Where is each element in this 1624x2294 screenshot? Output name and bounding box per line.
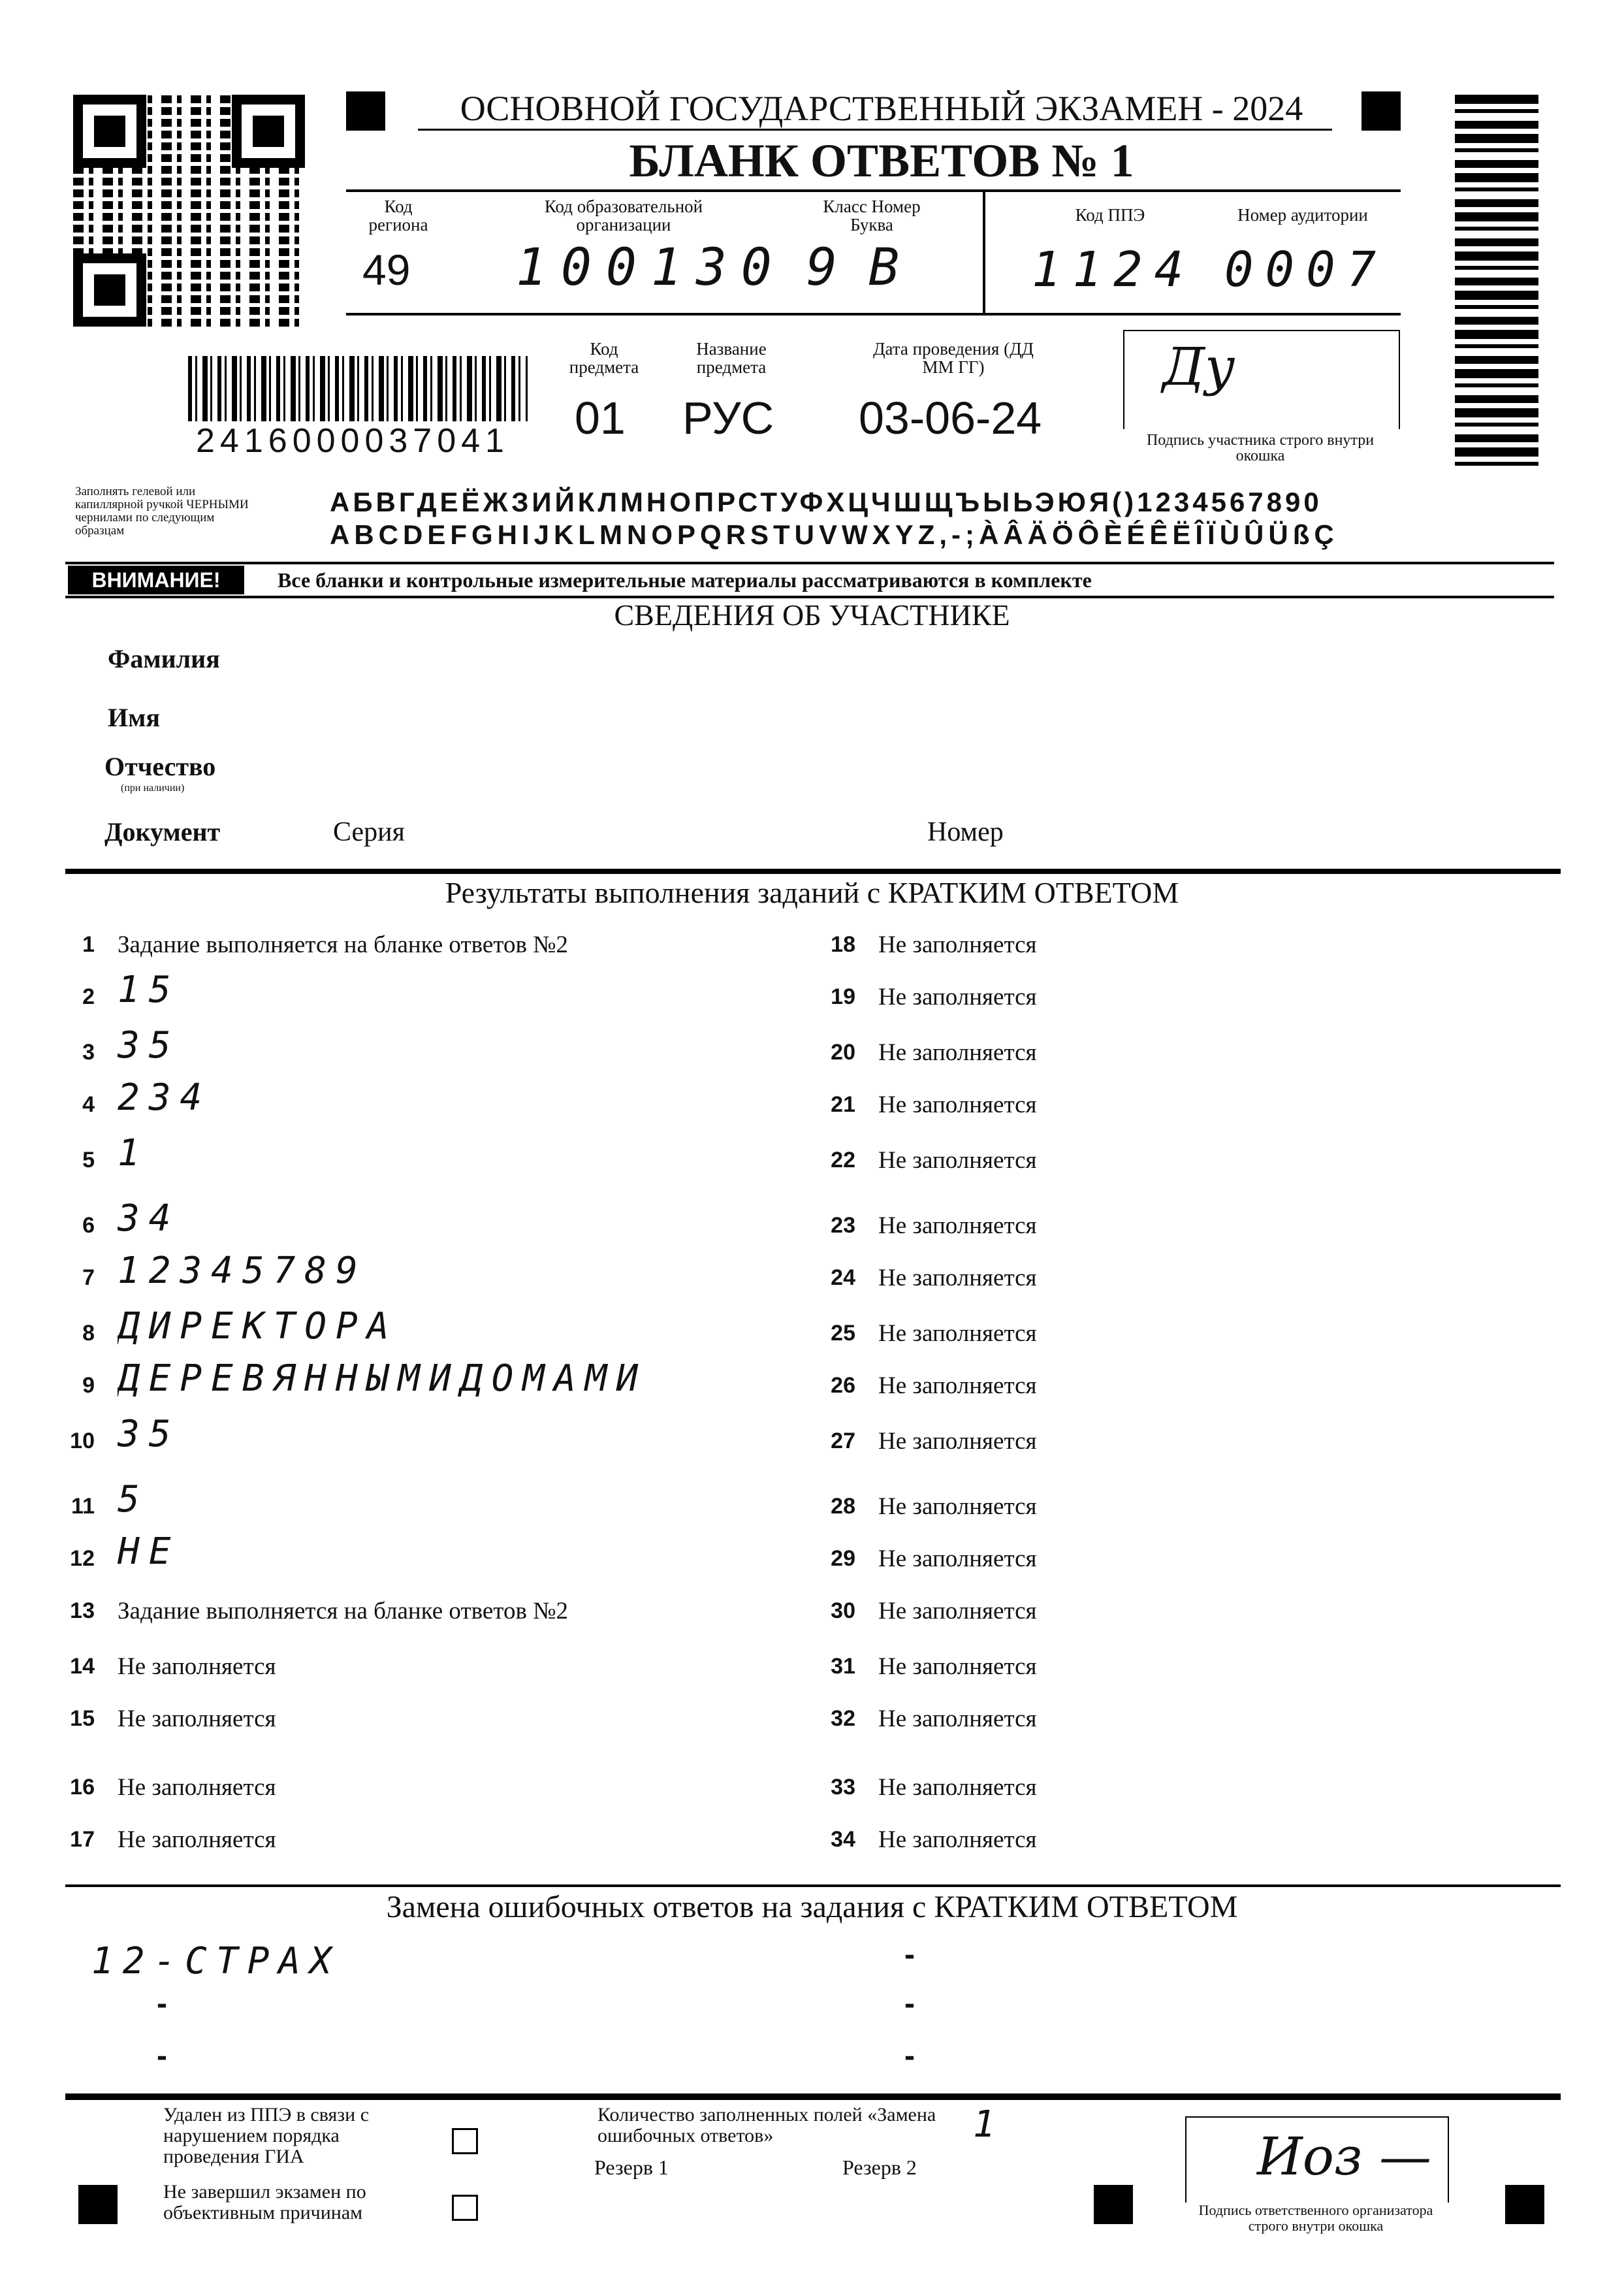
- task-number: 18: [831, 932, 855, 957]
- task-number: 19: [831, 984, 855, 1009]
- task-note: Не заполняется: [878, 1265, 1037, 1291]
- task-number: 27: [831, 1429, 855, 1453]
- name-label: Имя: [108, 703, 160, 732]
- replacement-entry: 12-СТРАХ: [91, 1940, 341, 1982]
- task-number: 10: [70, 1429, 95, 1453]
- task-answer: 1: [118, 1132, 149, 1174]
- task-number: 11: [71, 1494, 95, 1519]
- task-number: 16: [70, 1775, 95, 1800]
- task-note: Не заполняется: [878, 1705, 1037, 1732]
- attention-text: Все бланки и контрольные измерительные материалы рассматриваются в комплекте: [278, 568, 1092, 592]
- task-number: 28: [831, 1494, 855, 1519]
- task-number: 9: [82, 1373, 95, 1398]
- subject-name-value: РУС: [682, 393, 774, 444]
- document-label: Документ: [104, 817, 221, 847]
- task-answer: 34: [118, 1197, 180, 1240]
- task-note: Не заполняется: [878, 1774, 1037, 1801]
- subject-name-label: Название предмета: [696, 339, 767, 377]
- task-number: 21: [831, 1092, 855, 1117]
- task-note: Не заполняется: [878, 1039, 1037, 1066]
- timing-mark-bottom-left: [78, 2185, 118, 2224]
- form-subtitle: БЛАНК ОТВЕТОВ № 1: [629, 135, 1134, 187]
- task-number: 24: [831, 1265, 855, 1290]
- task-answer: ДИРЕКТОРА: [118, 1305, 398, 1348]
- task-number: 32: [831, 1706, 855, 1731]
- replacement-entry: -: [157, 1986, 167, 2021]
- task-answer: 234: [118, 1076, 212, 1119]
- org-label: Код образовательной организации: [544, 197, 703, 234]
- results-section-title: Результаты выполнения заданий с КРАТКИМ ОТВЕТОМ: [445, 876, 1179, 909]
- task-note: Не заполняется: [878, 984, 1037, 1010]
- task-number: 8: [82, 1321, 95, 1346]
- task-note: Не заполняется: [878, 1372, 1037, 1399]
- task-number: 7: [82, 1265, 95, 1290]
- task-answer: 15: [118, 969, 180, 1011]
- number-label: Номер: [927, 817, 1004, 847]
- task-note: Не заполняется: [878, 1147, 1037, 1174]
- subject-code-value: 01: [575, 393, 626, 444]
- task-note: Задание выполняется на бланке ответов №2: [118, 931, 568, 958]
- task-number: 17: [70, 1827, 95, 1852]
- class-label: Класс Номер Буква: [823, 197, 921, 234]
- task-note: Не заполняется: [878, 1545, 1037, 1572]
- date-value: 03-06-24: [859, 393, 1042, 444]
- task-note: Не заполняется: [118, 1774, 276, 1801]
- sample-cyrillic: АБВГДЕЁЖЗИЙКЛМНОПРСТУФХЦЧШЩЪЫЬЭЮЯ()1234567890: [330, 487, 1322, 517]
- patronymic-label: Отчество: [104, 752, 216, 781]
- not-finished-label: Не завершил экзамен по объективным причинам: [163, 2181, 366, 2223]
- task-number: 4: [82, 1092, 95, 1117]
- ppe-value: 1124: [1032, 242, 1196, 298]
- room-label: Номер аудитории: [1237, 205, 1368, 225]
- task-number: 3: [82, 1040, 95, 1065]
- task-answer: 35: [118, 1024, 180, 1067]
- task-note: Не заполняется: [878, 1493, 1037, 1520]
- form-barcode: [188, 356, 528, 431]
- replacement-entry: -: [904, 1937, 915, 1972]
- task-number: 30: [831, 1598, 855, 1623]
- task-note: Не заполняется: [118, 1653, 276, 1680]
- side-barcode: [1455, 95, 1538, 470]
- task-note: Не заполняется: [878, 1826, 1037, 1853]
- removed-checkbox[interactable]: [452, 2128, 478, 2154]
- task-number: 31: [831, 1654, 855, 1679]
- timing-mark-top-left: [346, 91, 385, 131]
- date-label: Дата проведения (ДД ММ ГГ): [873, 339, 1034, 377]
- not-finished-checkbox[interactable]: [452, 2195, 478, 2221]
- timing-mark-bottom-mid: [1094, 2185, 1133, 2224]
- task-note: Не заполняется: [878, 1653, 1037, 1680]
- task-answer: ДЕРЕВЯННЫМИДОМАМИ: [118, 1357, 648, 1400]
- class-letter: В: [868, 238, 899, 297]
- barcode-number: 2416000037041: [163, 421, 542, 460]
- task-note: Задание выполняется на бланке ответов №2: [118, 1598, 568, 1624]
- region-value: 49: [362, 246, 411, 294]
- replacement-section-title: Замена ошибочных ответов на задания с КРАТКИМ ОТВЕТОМ: [386, 1890, 1238, 1924]
- task-note: Не заполняется: [878, 1091, 1037, 1118]
- task-note: Не заполняется: [878, 931, 1037, 958]
- task-number: 25: [831, 1321, 855, 1346]
- task-number: 34: [831, 1827, 855, 1852]
- exam-title: ОСНОВНОЙ ГОСУДАРСТВЕННЫЙ ЭКЗАМЕН - 2024: [460, 89, 1303, 128]
- task-number: 12: [70, 1546, 95, 1571]
- task-number: 22: [831, 1148, 855, 1172]
- task-note: Не заполняется: [878, 1320, 1037, 1347]
- task-number: 20: [831, 1040, 855, 1065]
- patronymic-note: (при наличии): [121, 783, 185, 794]
- task-answer: 35: [118, 1413, 180, 1455]
- task-number: 23: [831, 1213, 855, 1238]
- organizer-signature-label: Подпись ответственного организатора строго внутри окошка: [1198, 2202, 1433, 2234]
- qr-code: [73, 95, 305, 327]
- class-number: 9: [806, 238, 837, 297]
- region-label: Код региона: [368, 197, 428, 234]
- reserve-2-label: Резерв 2: [842, 2156, 917, 2179]
- participant-signature: Ду: [1162, 336, 1235, 397]
- task-number: 1: [82, 932, 95, 957]
- task-number: 5: [82, 1148, 95, 1172]
- replacement-count-value: 1: [973, 2103, 995, 2146]
- task-number: 26: [831, 1373, 855, 1398]
- sample-latin: ABCDEFGHIJKLMNOPQRSTUVWXYZ,-;ÀÂÄÖÔÈÉÊËÎÏÙÛÜßÇ: [330, 519, 1339, 550]
- task-note: Не заполняется: [118, 1826, 276, 1853]
- task-number: 33: [831, 1775, 855, 1800]
- participant-section-title: СВЕДЕНИЯ ОБ УЧАСТНИКЕ: [614, 598, 1010, 632]
- replacement-entry: -: [904, 2039, 915, 2073]
- task-answer: НЕ: [118, 1530, 180, 1573]
- task-answer: 5: [118, 1478, 149, 1521]
- task-number: 15: [70, 1706, 95, 1731]
- timing-mark-bottom-right: [1505, 2185, 1544, 2224]
- replacement-count-label: Количество заполненных полей «Замена ошибочных ответов»: [597, 2104, 936, 2146]
- org-value: 100130: [516, 238, 786, 297]
- task-number: 13: [70, 1598, 95, 1623]
- task-number: 29: [831, 1546, 855, 1571]
- series-label: Серия: [333, 817, 405, 847]
- subject-code-label: Код предмета: [569, 339, 639, 377]
- ppe-label: Код ППЭ: [1075, 205, 1145, 225]
- task-number: 6: [82, 1213, 95, 1238]
- task-note: Не заполняется: [878, 1212, 1037, 1239]
- organizer-signature: Иоз —: [1257, 2126, 1431, 2187]
- task-note: Не заполняется: [118, 1705, 276, 1732]
- reserve-1-label: Резерв 1: [594, 2156, 669, 2179]
- task-note: Не заполняется: [878, 1428, 1037, 1455]
- replacement-entry: -: [904, 1986, 915, 2021]
- task-answer: 12345789: [118, 1250, 367, 1292]
- timing-mark-top-right: [1361, 91, 1401, 131]
- removed-label: Удален из ППЭ в связи с нарушением порядка проведения ГИА: [163, 2104, 370, 2167]
- task-number: 2: [82, 984, 95, 1009]
- task-note: Не заполняется: [878, 1598, 1037, 1624]
- room-value: 0007: [1224, 242, 1388, 298]
- task-number: 14: [70, 1654, 95, 1679]
- surname-label: Фамилия: [108, 644, 220, 673]
- sample-instruction: Заполнять гелевой или капиллярной ручкой ЧЕРНЫМИ чернилами по следующим образцам: [75, 485, 249, 538]
- attention-badge: ВНИМАНИЕ!: [68, 566, 244, 594]
- replacement-entry: -: [157, 2039, 167, 2073]
- participant-signature-label: Подпись участника строго внутри окошка: [1146, 432, 1375, 464]
